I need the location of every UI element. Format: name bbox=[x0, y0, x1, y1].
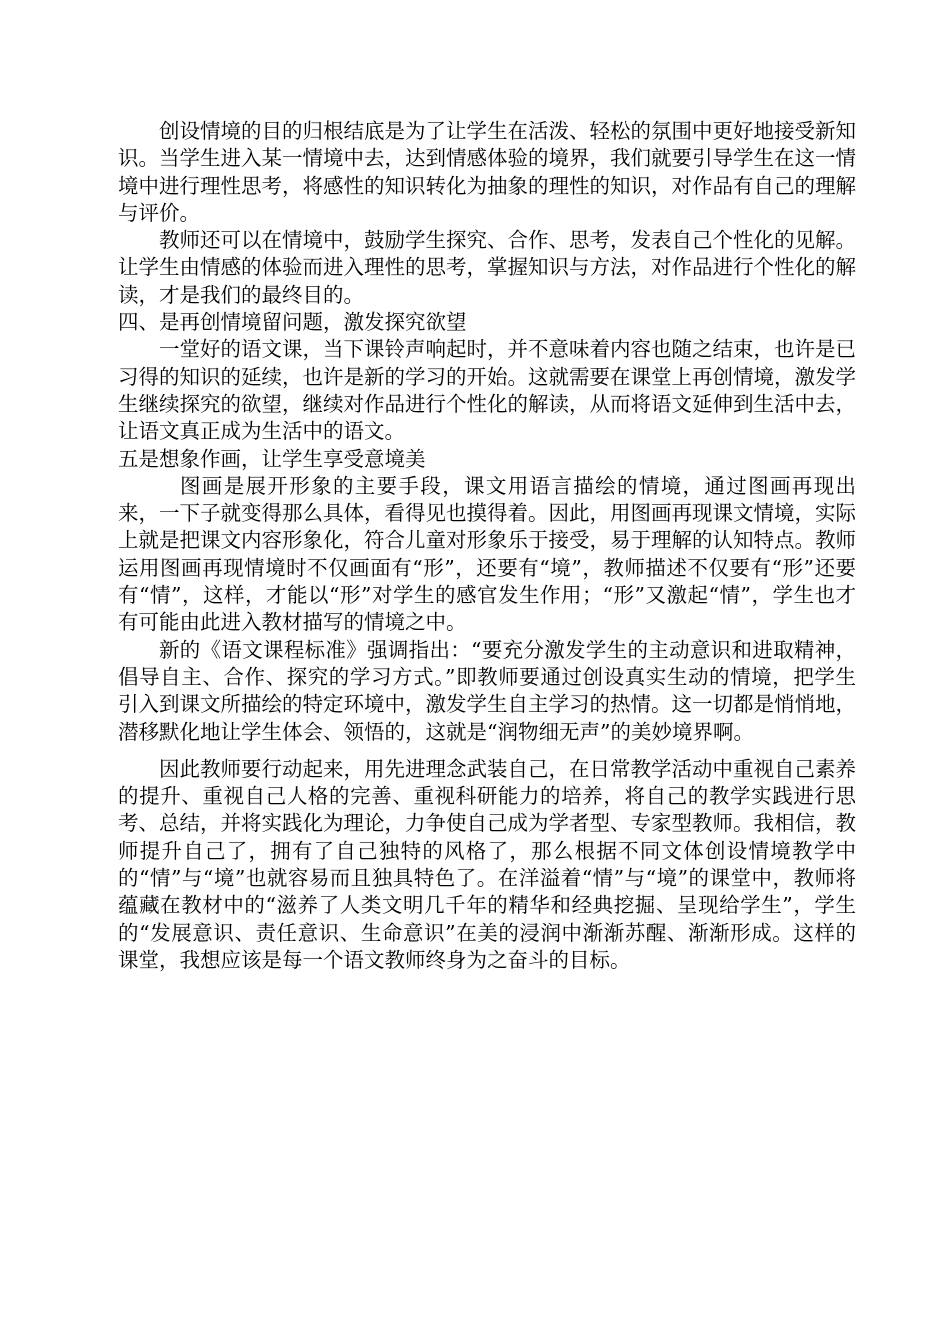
paragraph-teacher-encourage: 教师还可以在情境中，鼓励学生探究、合作、思考，发表自己个性化的见解。让学生由情感的体验而进入理性的思考，掌握知识与方法，对作品进行个性化的解读，才是我们的最终目的。 bbox=[118, 228, 856, 307]
paragraph-pictures: 图画是展开形象的主要手段，课文用语言描绘的情境，通过图画再现出来，一下子就变得那么具体，看得见也摸得着。因此，用图画再现课文情境，实际上就是把课文内容形象化，符合儿童对形象乐于接受，易于理解的认知特点。教师运用图画再现情境时不仅画面有“形”，还要有“境”，教师描述不仅要有“形”还要有“情”，这样，才能以“形”对学生的感官发生作用；“形”又激起“情”，学生也才有可能由此进入教材描写的情境之中。 bbox=[118, 473, 856, 635]
paragraph-conclusion: 因此教师要行动起来，用先进理念武装自己，在日常教学活动中重视自己素养的提升、重视自己人格的完善、重视科研能力的培养，将自己的教学实践进行思考、总结，并将实践化为理论，力争使自己成为学者型、专家型教师。我相信，教师提升自己了，拥有了自己独特的风格了，那么根据不同文体创设情境教学中的“情”与“境”也就容易而且独具特色了。在洋溢着“情”与“境”的课堂中，教师将蕴藏在教材中的“滋养了人类文明几千年的精华和经典挖掘、呈现给学生”，学生的“发展意识、责任意识、生命意识”在美的浸润中渐渐苏醒、渐渐形成。这样的课堂，我想应该是每一个语文教师终身为之奋斗的目标。 bbox=[118, 756, 856, 972]
paragraph-curriculum-standard: 新的《语文课程标准》强调指出：“要充分激发学生的主动意识和进取精神，倡导自主、合作、探究的学习方式。”即教师要通过创设真实生动的情境，把学生引入到课文所描绘的特定环境中，激发学生自主学习的热情。这一切都是悄悄地，潜移默化地让学生体会、领悟的，这就是“润物细无声”的美妙境界啊。 bbox=[118, 637, 856, 744]
paragraph-gap bbox=[118, 746, 856, 756]
paragraph-situation-purpose: 创设情境的目的归根结底是为了让学生在活泼、轻松的氛围中更好地接受新知识。当学生进入某一情境中去，达到情感体验的境界，我们就要引导学生在这一情境中进行理性思考，将感性的知识转化为抽象的理性的知识，对作品有自己的理解与评价。 bbox=[118, 119, 856, 225]
paragraph-good-lesson: 一堂好的语文课，当下课铃声响起时，并不意味着内容也随之结束，也许是已习得的知识的延续，也许是新的学习的开始。这就需要在课堂上再创情境，激发学生继续探究的欲望，继续对作品进行个性化的解读，从而将语文延伸到生活中去，让语文真正成为生活中的语文。 bbox=[118, 337, 856, 444]
section-heading-four: 四、是再创情境留问题，激发探究欲望 bbox=[118, 310, 467, 335]
document-page bbox=[118, 118, 856, 974]
section-heading-five: 五是想象作画，让学生享受意境美 bbox=[118, 446, 426, 471]
